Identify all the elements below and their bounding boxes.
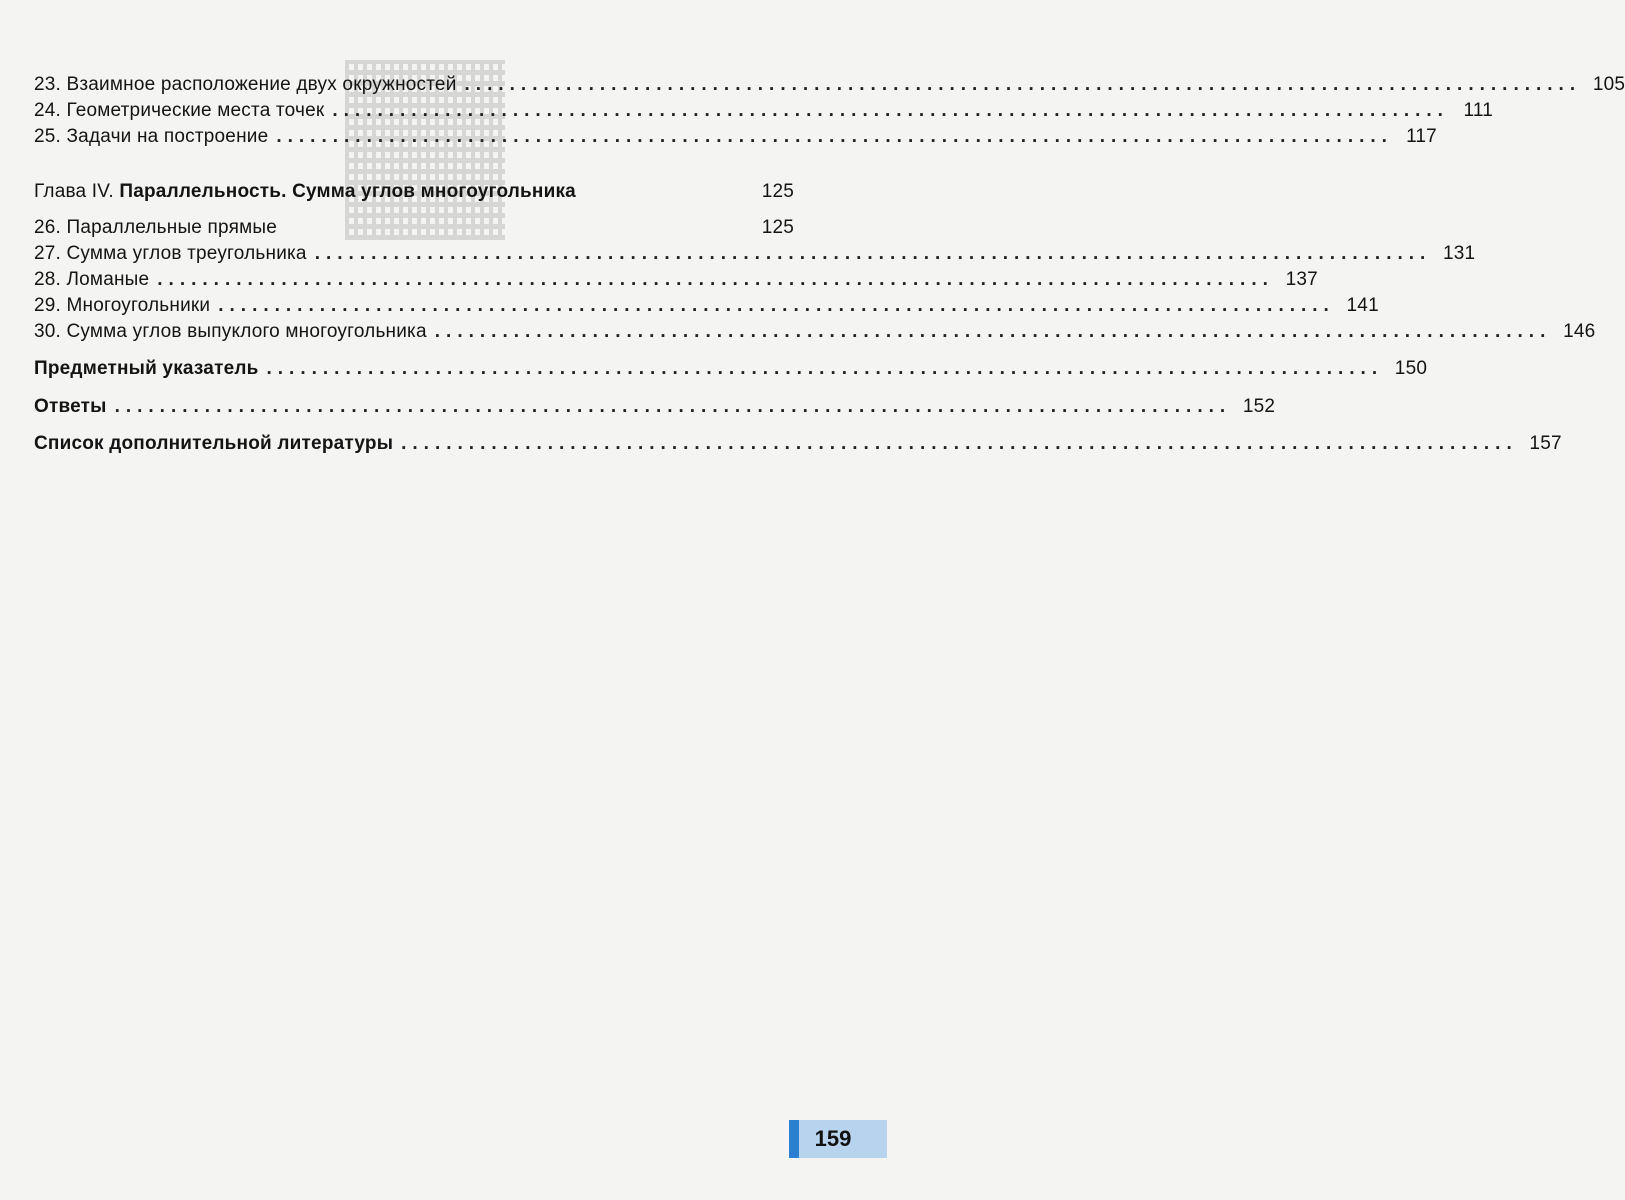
entry-title: Геометрические места точек <box>66 100 325 121</box>
entry-number: 24. <box>34 100 67 121</box>
entry-title: Многоугольники <box>66 295 211 316</box>
section-title: Ответы <box>34 396 107 417</box>
entry-page: 111 <box>1463 100 1493 121</box>
entry-page: 131 <box>1443 243 1476 264</box>
entry-page: 105 <box>1592 74 1625 95</box>
entry-number: 25. <box>34 126 67 147</box>
chapter-title: Параллельность. Сумма углов многоугольника <box>119 181 576 202</box>
chapter-label: Глава IV. <box>34 181 120 202</box>
toc-subject-index[interactable] <box>34 356 1428 382</box>
leader-dots: ................................................................................................... <box>401 433 1518 454</box>
entry-page: 117 <box>1406 126 1437 147</box>
toc-entry-24[interactable] <box>34 98 1493 124</box>
section-page: 152 <box>1242 396 1276 417</box>
toc-entry-27[interactable] <box>34 241 1476 267</box>
leader-dots: ................................................................................................... <box>314 243 1432 264</box>
chapter-page: 125 <box>761 181 794 202</box>
entry-title: Сумма углов треугольника <box>66 243 307 264</box>
entry-title: Ломаные <box>66 269 150 290</box>
toc-entry-29[interactable] <box>34 293 1379 319</box>
entry-title: Задачи на построение <box>66 126 269 147</box>
toc-entry-28[interactable] <box>34 267 1318 293</box>
entry-number: 28. <box>34 269 67 290</box>
entry-page: 146 <box>1563 321 1596 342</box>
toc-answers[interactable] <box>34 394 1276 420</box>
toc-further-reading[interactable] <box>34 431 1562 457</box>
leader-dots: ................................................................................................... <box>464 74 1582 95</box>
leader-dots: ................................................................................................... <box>276 126 1393 147</box>
entry-page: 141 <box>1346 295 1379 316</box>
accent-stripe <box>789 1120 799 1158</box>
entry-title: Сумма углов выпуклого многоугольника <box>66 321 427 342</box>
section-page: 157 <box>1529 433 1562 454</box>
leader-dots: ................................................................................................... <box>114 396 1232 417</box>
section-title: Предметный указатель <box>34 358 259 379</box>
entry-number: 26. <box>34 217 67 238</box>
toc-entry-23[interactable] <box>34 72 1625 98</box>
entry-title: Параллельные прямые <box>66 217 277 238</box>
entry-number: 30. <box>34 321 67 342</box>
toc-entry-26[interactable] <box>34 215 794 241</box>
show-through-imprint <box>120 380 820 1100</box>
leader-dots: ................................................................................................... <box>434 321 1552 342</box>
section-title: Список дополнительной литературы <box>34 433 394 454</box>
entry-number: 23. <box>34 74 67 95</box>
toc-entry-25[interactable] <box>34 124 1437 150</box>
leader-dots: ................................................................................................... <box>266 358 1384 379</box>
entry-page: 125 <box>761 217 794 238</box>
page-number: 159 <box>814 1126 852 1151</box>
leader-dots: ................................................................................................... <box>218 295 1335 316</box>
leader-dots: ................................................................................................... <box>157 269 1274 290</box>
leader-dots: ................................................................................................... <box>332 100 1449 121</box>
entry-number: 27. <box>34 243 67 264</box>
toc-entry-30[interactable] <box>34 319 1596 345</box>
entry-title: Взаимное расположение двух окружностей <box>66 74 457 95</box>
section-page: 150 <box>1394 358 1428 379</box>
entry-page: 137 <box>1285 269 1318 290</box>
page-number-tab <box>789 1120 887 1158</box>
entry-number: 29. <box>34 295 67 316</box>
toc-chapter-4[interactable] <box>34 179 794 205</box>
